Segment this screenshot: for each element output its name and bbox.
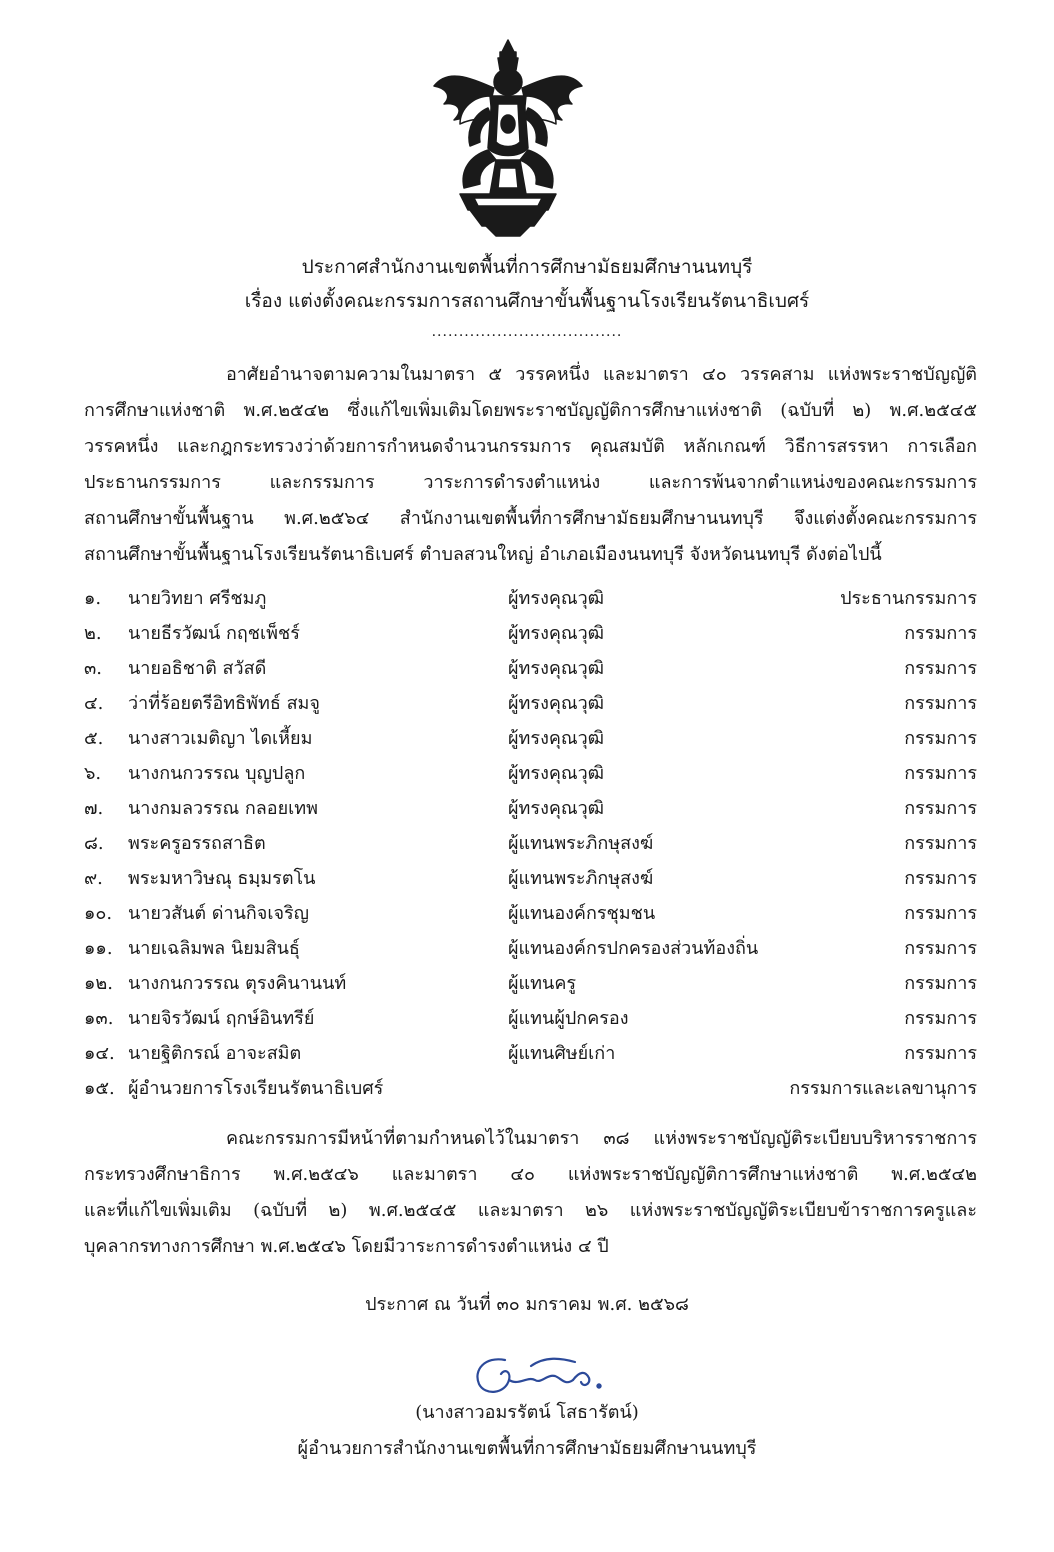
announcement-date: ประกาศ ณ วันที่ ๓๐ มกราคม พ.ศ. ๒๕๖๘ — [365, 1294, 689, 1315]
intro-line: สถานศึกษาขั้นพื้นฐาน พ.ศ.๒๕๖๔ สำนักงานเขตพื้นที่การศึกษามัธยมศึกษานนทบุรี จึงแต่งตั้งคณะกรรมการ — [84, 508, 977, 529]
member-number: ๑๒. — [84, 973, 114, 994]
member-category: ผู้ทรงคุณวุฒิ — [508, 658, 604, 679]
member-category: ผู้ทรงคุณวุฒิ — [508, 728, 604, 749]
member-row — [84, 689, 977, 719]
member-category: ผู้แทนครู — [508, 973, 577, 994]
member-row — [84, 619, 977, 649]
member-number: ๑๓. — [84, 1008, 114, 1029]
member-category: ผู้แทนองค์กรปกครองส่วนท้องถิ่น — [508, 938, 759, 959]
member-name: ผู้อำนวยการโรงเรียนรัตนาธิเบศร์ — [128, 1078, 384, 1099]
handwritten-signature — [465, 1346, 645, 1406]
member-role: ประธานกรรมการ — [840, 588, 977, 609]
member-category: ผู้ทรงคุณวุฒิ — [508, 798, 604, 819]
member-number: ๕. — [84, 728, 104, 749]
member-number: ๑๐. — [84, 903, 113, 924]
member-role: กรรมการ — [904, 973, 977, 994]
member-row — [84, 724, 977, 754]
intro-line: ประธานกรรมการ และกรรมการ วาระการดำรงตำแหน่ง และการพ้นจากตำแหน่งของคณะกรรมการ — [84, 472, 977, 493]
intro-line: วรรคหนึ่ง และกฎกระทรวงว่าด้วยการกำหนดจำนวนกรรมการ คุณสมบัติ หลักเกณฑ์ วิธีการสรรหา การเลือก — [84, 436, 977, 457]
member-number: ๘. — [84, 833, 104, 854]
member-role: กรรมการ — [904, 728, 977, 749]
member-role: กรรมการ — [904, 693, 977, 714]
duty-line: และที่แก้ไขเพิ่มเติม (ฉบับที่ ๒) พ.ศ.๒๕๔๕ และมาตรา ๒๖ แห่งพระราชบัญญัติระเบียบข้าราชการครูและ — [84, 1200, 977, 1221]
intro-line: สถานศึกษาขั้นพื้นฐานโรงเรียนรัตนาธิเบศร์ ตำบลสวนใหญ่ อำเภอเมืองนนทบุรี จังหวัดนนทบุรี ดังต่อไปนี้ — [84, 544, 882, 565]
duty-line: กระทรวงศึกษาธิการ พ.ศ.๒๕๔๖ และมาตรา ๔๐ แห่งพระราชบัญญัติการศึกษาแห่งชาติ พ.ศ.๒๕๔๒ — [84, 1164, 977, 1185]
member-role: กรรมการและเลขานุการ — [789, 1078, 977, 1099]
announcement-subject: เรื่อง แต่งตั้งคณะกรรมการสถานศึกษาขั้นพื้นฐานโรงเรียนรัตนาธิเบศร์ — [244, 290, 810, 312]
member-name: นายวสันต์ ด่านกิจเจริญ — [128, 903, 310, 924]
member-name: นางสาวเมติญา ไดเหี้ยม — [128, 728, 313, 749]
member-number: ๑๑. — [84, 938, 113, 959]
member-role: กรรมการ — [904, 798, 977, 819]
member-number: ๙. — [84, 868, 103, 889]
member-name: นายธีรวัฒน์ กฤชเพ็ชร์ — [128, 623, 300, 644]
member-name: พระครูอรรถสาธิต — [128, 833, 266, 854]
member-row — [84, 969, 977, 999]
member-role: กรรมการ — [904, 938, 977, 959]
member-category: ผู้ทรงคุณวุฒิ — [508, 693, 604, 714]
separator-dots: ................................... — [431, 324, 623, 340]
member-row — [84, 934, 977, 964]
garuda-emblem-icon — [430, 38, 586, 238]
member-category: ผู้แทนพระภิกษุสงฆ์ — [508, 833, 654, 854]
member-name: นางกนกวรรณ บุญปลูก — [128, 763, 306, 784]
member-role: กรรมการ — [904, 658, 977, 679]
member-role: กรรมการ — [904, 833, 977, 854]
member-role: กรรมการ — [904, 1043, 977, 1064]
announcement-title: ประกาศสำนักงานเขตพื้นที่การศึกษามัธยมศึกษานนทบุรี — [301, 256, 753, 278]
member-category: ผู้ทรงคุณวุฒิ — [508, 623, 604, 644]
member-number: ๑๔. — [84, 1043, 115, 1064]
member-role: กรรมการ — [904, 868, 977, 889]
member-name: พระมหาวิษณุ ธมฺมรตโน — [128, 868, 316, 889]
member-name: นางกมลวรรณ กลอยเทพ — [128, 798, 319, 819]
member-role: กรรมการ — [904, 623, 977, 644]
member-role: กรรมการ — [904, 1008, 977, 1029]
member-row — [84, 759, 977, 789]
member-category: ผู้ทรงคุณวุฒิ — [508, 763, 604, 784]
member-row — [84, 899, 977, 929]
member-row — [84, 794, 977, 824]
member-number: ๑. — [84, 588, 102, 609]
member-row — [84, 1039, 977, 1069]
duty-line: คณะกรรมการมีหน้าที่ตามกำหนดไว้ในมาตรา ๓๘ แห่งพระราชบัญญัติระเบียบบริหารราชการ — [226, 1128, 977, 1149]
member-name: นายฐิติกรณ์ อาจะสมิต — [128, 1043, 302, 1064]
member-row — [84, 829, 977, 859]
member-name: นายเฉลิมพล นิยมสินธุ์ — [128, 938, 300, 959]
member-category: ผู้แทนองค์กรชุมชน — [508, 903, 656, 924]
member-category: ผู้ทรงคุณวุฒิ — [508, 588, 604, 609]
intro-line: อาศัยอำนาจตามความในมาตรา ๕ วรรคหนึ่ง และมาตรา ๔๐ วรรคสาม แห่งพระราชบัญญัติ — [226, 364, 977, 385]
signer-position: ผู้อำนวยการสำนักงานเขตพื้นที่การศึกษามัธยมศึกษานนทบุรี — [297, 1438, 757, 1459]
member-name: นายจิรวัฒน์ ฤกษ์อินทรีย์ — [128, 1008, 315, 1029]
member-number: ๑๕. — [84, 1078, 115, 1099]
member-role: กรรมการ — [904, 903, 977, 924]
member-category: ผู้แทนพระภิกษุสงฆ์ — [508, 868, 654, 889]
member-number: ๔. — [84, 693, 104, 714]
member-name: ว่าที่ร้อยตรีอิทธิพัทธ์ สมจู — [128, 693, 320, 714]
member-role: กรรมการ — [904, 763, 977, 784]
duty-line: บุคลากรทางการศึกษา พ.ศ.๒๕๔๖ โดยมีวาระการดำรงตำแหน่ง ๔ ปี — [84, 1236, 609, 1257]
signer-name: (นางสาวอมรรัตน์ โสธารัตน์) — [415, 1402, 639, 1423]
member-name: นางกนกวรรณ ตุรงคินานนท์ — [128, 973, 347, 994]
member-number: ๓. — [84, 658, 103, 679]
member-row — [84, 864, 977, 894]
member-number: ๖. — [84, 763, 102, 784]
member-row — [84, 584, 977, 614]
member-number: ๗. — [84, 798, 104, 819]
member-name: นายวิทยา ศรีชมภู — [128, 588, 267, 609]
member-number: ๒. — [84, 623, 102, 644]
member-row — [84, 1074, 977, 1104]
member-category: ผู้แทนศิษย์เก่า — [508, 1043, 616, 1064]
intro-line: การศึกษาแห่งชาติ พ.ศ.๒๕๔๒ ซึ่งแก้ไขเพิ่มเติมโดยพระราชบัญญัติการศึกษาแห่งชาติ (ฉบับที่ ๒) พ.ศ.๒๕๔๕ — [84, 400, 977, 421]
member-category: ผู้แทนผู้ปกครอง — [508, 1008, 629, 1029]
member-row — [84, 1004, 977, 1034]
member-name: นายอธิชาติ สวัสดี — [128, 658, 267, 679]
member-row — [84, 654, 977, 684]
